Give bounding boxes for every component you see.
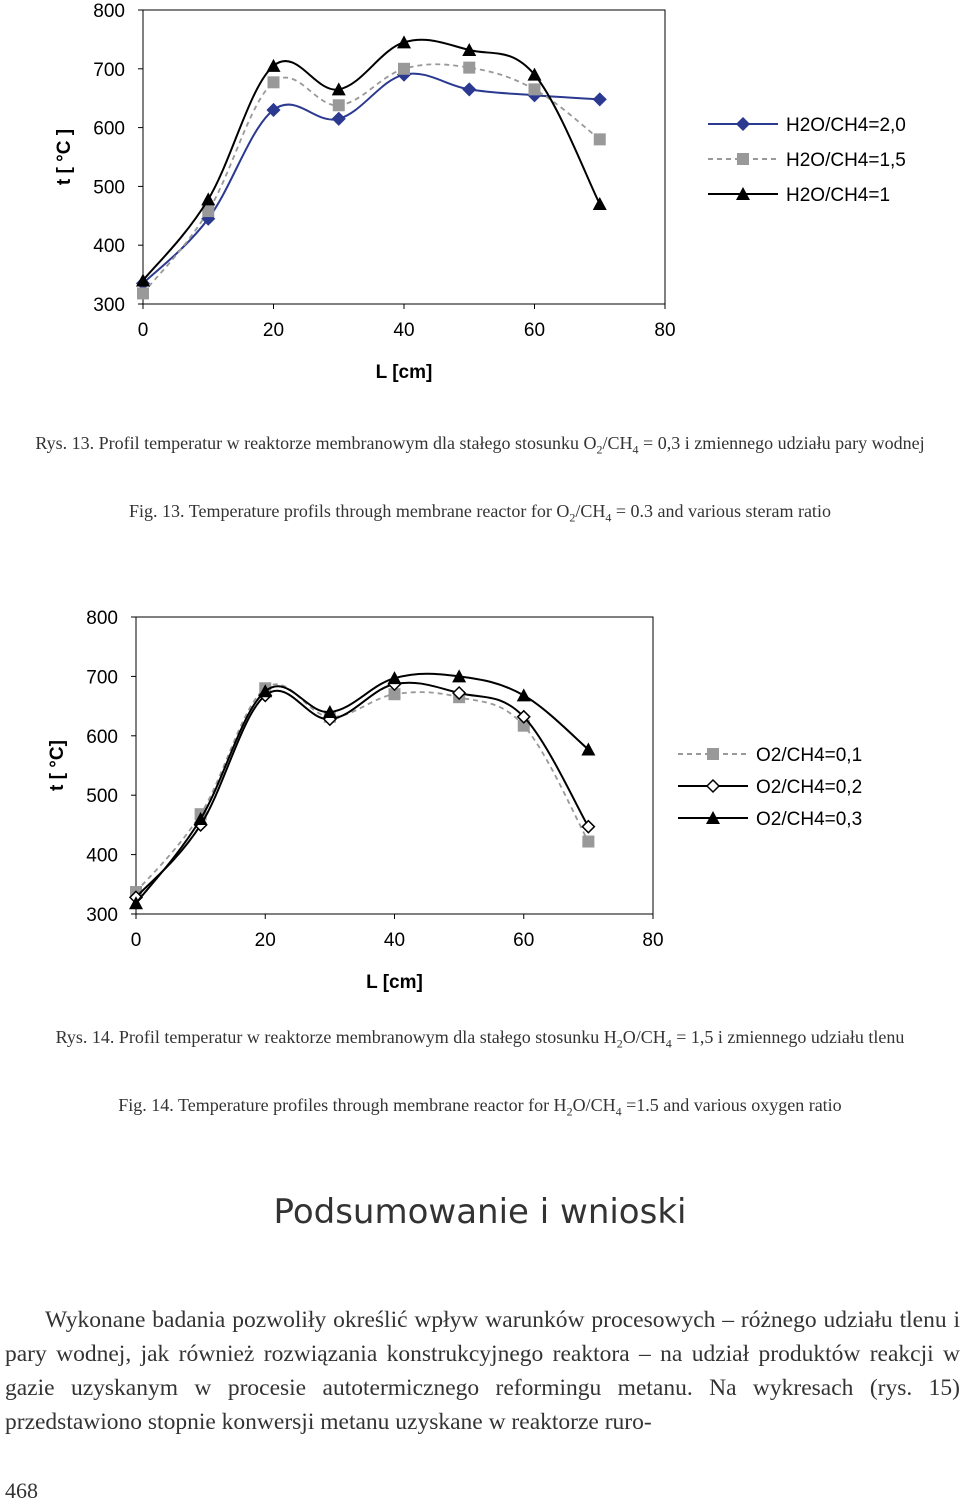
x-axis-label: L [cm] — [366, 972, 423, 993]
y-tick-label: 600 — [93, 118, 125, 140]
data-point — [137, 287, 149, 299]
y-tick-label: 400 — [93, 236, 125, 258]
legend-item — [678, 809, 862, 830]
data-point — [529, 83, 541, 95]
plot-frame — [136, 617, 653, 914]
x-tick-label: 80 — [654, 320, 676, 341]
data-point — [201, 192, 215, 205]
legend-item — [708, 150, 906, 171]
x-tick-label: 40 — [393, 320, 415, 341]
legend-marker — [707, 780, 719, 792]
temperature-profile-chart-steam-ratio — [0, 0, 960, 400]
data-point — [267, 59, 281, 72]
x-tick-label: 0 — [130, 930, 142, 951]
legend-label: O2/CH4=0,3 — [756, 809, 863, 830]
data-point — [594, 133, 606, 145]
legend-marker — [737, 118, 749, 130]
fig13-caption-en: Fig. 13. Temperature profils through membrane reactor for $O_2/CH_4 = 0.3$ and various steram ratio — [129, 501, 831, 525]
x-axis-label: L [cm] — [375, 362, 433, 383]
x-tick-label: 60 — [513, 930, 535, 951]
y-tick-label: 800 — [93, 1, 125, 22]
fig14-caption-pl: Rys. 14. Profil temperatur w reaktorze membranowym dla stałego stosunku $H_2O/CH_4 = 1,5$ i zmiennego udziału tlenu — [55, 1027, 905, 1051]
x-tick-label: 40 — [383, 930, 406, 951]
y-tick-label: 500 — [86, 786, 118, 808]
x-tick-label: 0 — [137, 320, 149, 341]
data-point — [333, 113, 345, 125]
legend-label: O2/CH4=0,2 — [756, 777, 863, 798]
legend-label: H2O/CH4=1,5 — [786, 150, 906, 171]
data-point — [398, 63, 410, 75]
y-tick-label: 300 — [86, 905, 118, 926]
y-tick-label: 700 — [93, 59, 125, 81]
body-paragraph — [5, 1303, 960, 1439]
y-tick-label: 500 — [93, 177, 125, 199]
y-tick-label: 600 — [86, 726, 118, 748]
y-tick-label: 800 — [86, 608, 118, 629]
series-1 — [130, 678, 594, 903]
plot-frame — [143, 10, 665, 304]
legend-label: O2/CH4=0,1 — [756, 745, 863, 766]
x-tick-label: 20 — [254, 930, 276, 951]
y-tick-label: 300 — [93, 295, 125, 316]
series-2 — [129, 669, 595, 909]
data-point — [268, 76, 280, 88]
legend-marker — [737, 153, 749, 165]
page-number: 468 — [5, 1478, 38, 1503]
data-point — [463, 62, 475, 74]
data-point — [582, 821, 594, 833]
fig13-caption-pl: Rys. 13. Profil temperatur w reaktorze membranowym dla stałego stosunku $O_2/CH_4 = 0,3$ i zmiennego udziału pary wodnej — [35, 433, 925, 457]
legend-item — [678, 745, 862, 766]
legend-item — [678, 777, 862, 798]
data-point — [517, 688, 531, 701]
data-point — [593, 197, 607, 210]
y-tick-label: 700 — [86, 667, 118, 689]
series-0 — [137, 69, 606, 290]
data-point — [582, 836, 594, 848]
legend-marker — [707, 748, 719, 760]
x-tick-label: 60 — [523, 320, 546, 341]
section-heading: Podsumowanie i wnioski — [273, 1192, 687, 1232]
x-tick-label: 20 — [262, 320, 285, 341]
data-point — [333, 99, 345, 111]
series-line — [143, 74, 600, 284]
x-tick-label: 80 — [642, 930, 664, 951]
paragraph-text: Wykonane badania pozwoliły określić wpływ warunków procesowych – różnego udziału tlenu i pary wodnej, jak również rozwiązania konstrukcyjnego reaktora – na udział produktów reakcji w gazie uzyskanym w procesie autotermicznego reformingu metanu. Na wykresach (rys. 15) przedstawiono stopnie konwersji metanu uzyskane w reaktorze ruro- — [5, 1307, 960, 1435]
fig14-caption-en: Fig. 14. Temperature profiles through membrane reactor for $H_2O/CH_4 =1.5$ and various oxygen ratio — [118, 1095, 842, 1119]
y-axis-label: t [ °C ] — [54, 128, 75, 186]
y-axis-label: t [ °C] — [47, 740, 68, 791]
data-point — [463, 83, 475, 95]
data-point — [594, 93, 606, 105]
legend-label: H2O/CH4=1 — [786, 185, 891, 206]
legend-label: H2O/CH4=2,0 — [786, 115, 906, 136]
temperature-profile-chart-oxygen-ratio — [0, 590, 960, 1000]
legend-item — [708, 115, 906, 136]
legend-item — [708, 185, 890, 206]
series-2 — [136, 35, 607, 286]
y-tick-label: 400 — [86, 845, 118, 867]
